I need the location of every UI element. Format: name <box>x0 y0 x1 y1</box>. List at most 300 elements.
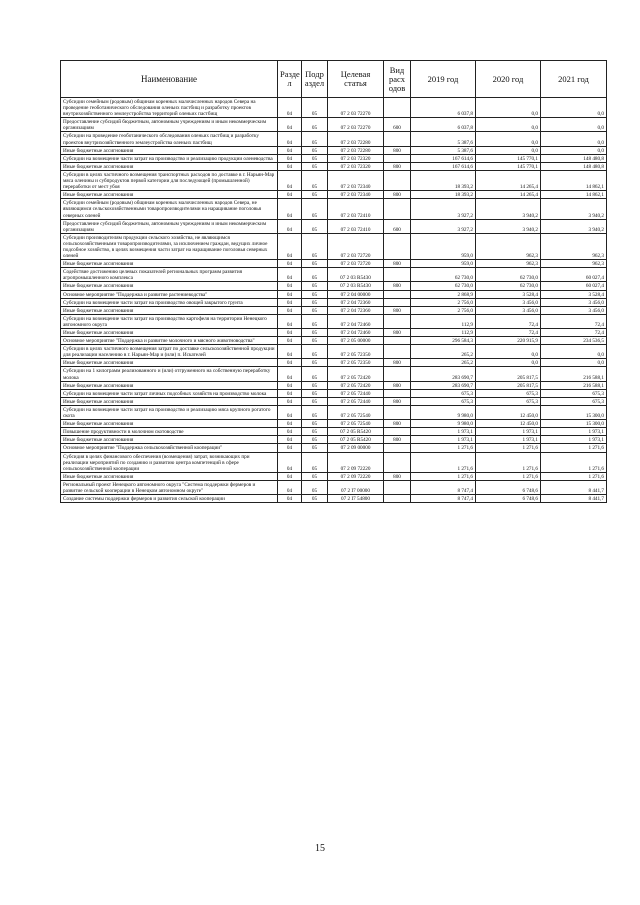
table-row <box>61 233 607 259</box>
table-row <box>61 480 607 494</box>
cell-section: 04 <box>278 329 302 337</box>
cell-expense-type: 800 <box>384 397 411 405</box>
cell-name: Основное мероприятие "Поддержка и развитие молочного и мясного животноводства" <box>61 337 278 345</box>
cell-expense-type: 800 <box>384 260 411 268</box>
cell-subsection: 05 <box>302 290 328 298</box>
cell-2021: 962,3 <box>541 260 607 268</box>
header-name: Наименование <box>61 61 278 98</box>
cell-2020: 14 265,4 <box>476 191 541 199</box>
cell-2019: 8 747,4 <box>411 480 476 494</box>
cell-expense-type <box>384 337 411 345</box>
cell-expense-type: 800 <box>384 162 411 170</box>
cell-expense-type: 800 <box>384 191 411 199</box>
cell-section: 04 <box>278 162 302 170</box>
table-row <box>61 397 607 405</box>
cell-2020: 6 748,6 <box>476 495 541 503</box>
header-2021: 2021 год <box>541 61 607 98</box>
cell-2021: 675,3 <box>541 397 607 405</box>
cell-section: 04 <box>278 98 302 118</box>
cell-2019: 9 980,0 <box>411 420 476 428</box>
cell-2020: 220 915,9 <box>476 337 541 345</box>
cell-name: Содействие достижению целевых показателей региональных программ развития агропромышленного комплекса <box>61 268 278 282</box>
cell-target-article: 07 2 03 72320 <box>328 162 384 170</box>
cell-subsection: 05 <box>302 428 328 436</box>
cell-name: Основное мероприятие "Поддержка и развитие растениеводства" <box>61 290 278 298</box>
cell-2021: 1 271,6 <box>541 452 607 472</box>
cell-2021: 148 480,8 <box>541 154 607 162</box>
cell-2020: 962,3 <box>476 233 541 259</box>
cell-target-article: 07 2 04 72460 <box>328 314 384 328</box>
cell-2020: 0,0 <box>476 132 541 146</box>
header-target-article: Целевая статья <box>328 61 384 98</box>
cell-name: Субсидии в целях частичного возмещения затрат по доставке сельскохозяйственной продукции для реализации населению в г. Нарьян-Мар и (или) п. Искателей <box>61 345 278 359</box>
cell-subsection: 05 <box>302 154 328 162</box>
cell-2021: 3 940,2 <box>541 219 607 233</box>
cell-2019: 675,3 <box>411 389 476 397</box>
cell-section: 04 <box>278 290 302 298</box>
cell-2019: 6 037,8 <box>411 118 476 132</box>
cell-2021: 14 862,1 <box>541 191 607 199</box>
cell-subsection: 05 <box>302 219 328 233</box>
cell-expense-type: 800 <box>384 436 411 444</box>
table-row <box>61 290 607 298</box>
cell-subsection: 05 <box>302 389 328 397</box>
cell-subsection: 05 <box>302 199 328 219</box>
cell-expense-type <box>384 154 411 162</box>
table-row <box>61 314 607 328</box>
table-row <box>61 199 607 219</box>
cell-2019: 3 927,2 <box>411 199 476 219</box>
cell-subsection: 05 <box>302 306 328 314</box>
cell-name: Субсидии на возмещение части затрат на производство и реализацию мяса крупного рогатого скота <box>61 405 278 419</box>
cell-2021: 0,0 <box>541 146 607 154</box>
cell-name: Иные бюджетные ассигнования <box>61 146 278 154</box>
cell-2020: 0,0 <box>476 359 541 367</box>
cell-2020: 675,3 <box>476 397 541 405</box>
cell-section: 04 <box>278 405 302 419</box>
cell-target-article: 07 2 09 72220 <box>328 472 384 480</box>
cell-2019: 5 387,6 <box>411 146 476 154</box>
cell-2019: 1 271,6 <box>411 444 476 452</box>
cell-expense-type: 600 <box>384 219 411 233</box>
cell-name: Иные бюджетные ассигнования <box>61 282 278 290</box>
cell-2021: 15 300,0 <box>541 420 607 428</box>
cell-target-article: 07 2 03 72320 <box>328 154 384 162</box>
cell-subsection: 05 <box>302 495 328 503</box>
table-row <box>61 118 607 132</box>
cell-expense-type: 800 <box>384 146 411 154</box>
cell-2019: 8 747,4 <box>411 495 476 503</box>
cell-expense-type <box>384 98 411 118</box>
table-row <box>61 98 607 118</box>
cell-2021: 3 456,0 <box>541 298 607 306</box>
cell-section: 04 <box>278 444 302 452</box>
table-row <box>61 420 607 428</box>
table-row <box>61 260 607 268</box>
cell-subsection: 05 <box>302 314 328 328</box>
cell-target-article: 07 2 03 R5430 <box>328 268 384 282</box>
table-row <box>61 282 607 290</box>
cell-subsection: 05 <box>302 472 328 480</box>
cell-2019: 2 756,0 <box>411 298 476 306</box>
cell-2019: 112,9 <box>411 329 476 337</box>
cell-section: 04 <box>278 306 302 314</box>
cell-section: 04 <box>278 219 302 233</box>
cell-subsection: 05 <box>302 268 328 282</box>
cell-subsection: 05 <box>302 345 328 359</box>
cell-2020: 62 730,0 <box>476 268 541 282</box>
cell-section: 04 <box>278 132 302 146</box>
cell-2020: 0,0 <box>476 118 541 132</box>
cell-target-article: 07 2 I7 54800 <box>328 495 384 503</box>
cell-2020: 12 450,0 <box>476 405 541 419</box>
cell-2020: 145 770,1 <box>476 154 541 162</box>
cell-2021: 148 480,8 <box>541 162 607 170</box>
cell-name: Субсидии на возмещение части затрат личных подсобных хозяйств на производство молока <box>61 389 278 397</box>
cell-name: Субсидии на возмещение части затрат на производство овощей закрытого грунта <box>61 298 278 306</box>
table-row <box>61 162 607 170</box>
table-header <box>61 61 607 98</box>
cell-target-article: 07 2 03 72270 <box>328 118 384 132</box>
cell-target-article: 07 2 05 72350 <box>328 345 384 359</box>
cell-target-article: 07 2 05 72350 <box>328 359 384 367</box>
cell-section: 04 <box>278 191 302 199</box>
cell-target-article: 07 2 05 72440 <box>328 397 384 405</box>
cell-target-article: 07 2 05 00000 <box>328 337 384 345</box>
cell-2019: 1 271,6 <box>411 472 476 480</box>
cell-section: 04 <box>278 436 302 444</box>
cell-expense-type: 800 <box>384 329 411 337</box>
cell-2020: 6 748,6 <box>476 480 541 494</box>
cell-2019: 6 037,8 <box>411 98 476 118</box>
cell-name: Иные бюджетные ассигнования <box>61 306 278 314</box>
cell-subsection: 05 <box>302 444 328 452</box>
cell-2021: 234 536,5 <box>541 337 607 345</box>
cell-name: Иные бюджетные ассигнования <box>61 381 278 389</box>
table-row <box>61 381 607 389</box>
cell-name: Иные бюджетные ассигнования <box>61 329 278 337</box>
cell-target-article: 07 2 04 72460 <box>328 329 384 337</box>
cell-name: Иные бюджетные ассигнования <box>61 260 278 268</box>
cell-expense-type <box>384 428 411 436</box>
cell-target-article: 07 2 09 00000 <box>328 444 384 452</box>
cell-section: 04 <box>278 381 302 389</box>
table-row <box>61 472 607 480</box>
cell-2021: 1 973,1 <box>541 428 607 436</box>
cell-2021: 1 271,6 <box>541 472 607 480</box>
cell-2020: 145 770,1 <box>476 162 541 170</box>
cell-subsection: 05 <box>302 436 328 444</box>
cell-subsection: 05 <box>302 298 328 306</box>
cell-2019: 265,2 <box>411 359 476 367</box>
cell-expense-type: 800 <box>384 472 411 480</box>
cell-2019: 283 690,7 <box>411 381 476 389</box>
cell-2020: 1 973,1 <box>476 436 541 444</box>
table-row <box>61 170 607 190</box>
table-row <box>61 345 607 359</box>
cell-section: 04 <box>278 495 302 503</box>
cell-target-article: 07 2 03 72280 <box>328 146 384 154</box>
header-section: Разде л <box>278 61 302 98</box>
cell-2021: 0,0 <box>541 132 607 146</box>
cell-expense-type: 800 <box>384 282 411 290</box>
cell-2021: 216 588,1 <box>541 381 607 389</box>
cell-2021: 0,0 <box>541 345 607 359</box>
cell-2021: 3 940,2 <box>541 199 607 219</box>
cell-expense-type <box>384 495 411 503</box>
cell-2020: 962,3 <box>476 260 541 268</box>
cell-2021: 3 456,0 <box>541 306 607 314</box>
cell-2020: 1 271,6 <box>476 452 541 472</box>
cell-expense-type: 800 <box>384 359 411 367</box>
cell-subsection: 05 <box>302 405 328 419</box>
cell-section: 04 <box>278 480 302 494</box>
cell-section: 04 <box>278 452 302 472</box>
cell-name: Субсидии на возмещение части затрат на производство картофеля на территории Ненецкого автономного округа <box>61 314 278 328</box>
cell-2021: 3 528,4 <box>541 290 607 298</box>
header-subsection: Подр аздел <box>302 61 328 98</box>
table-row <box>61 428 607 436</box>
cell-target-article: 07 2 03 72340 <box>328 170 384 190</box>
cell-expense-type <box>384 314 411 328</box>
cell-target-article: 07 2 05 72420 <box>328 367 384 381</box>
cell-name: Иные бюджетные ассигнования <box>61 162 278 170</box>
table-row <box>61 405 607 419</box>
cell-target-article: 07 2 05 72540 <box>328 420 384 428</box>
cell-target-article: 07 2 04 00000 <box>328 290 384 298</box>
cell-2021: 0,0 <box>541 98 607 118</box>
cell-2019: 9 980,0 <box>411 405 476 419</box>
cell-subsection: 05 <box>302 191 328 199</box>
cell-section: 04 <box>278 154 302 162</box>
cell-2021: 675,3 <box>541 389 607 397</box>
cell-name: Субсидии производителям продукции сельского хозяйства, не являющимся сельскохозяйственными товаропроизводителями, за исключением граждан, ведущих личное подсобное хозяйство, в целях возмещения части затрат на наращивание поголовья северных оленей <box>61 233 278 259</box>
cell-target-article: 07 2 03 72340 <box>328 191 384 199</box>
cell-name: Субсидии на проведение геоботанического обследования оленьих пастбищ и разработку проектов внутрихозяйственного землеустройства оленьих пастбищ <box>61 132 278 146</box>
cell-expense-type <box>384 367 411 381</box>
cell-2021: 60 027,4 <box>541 268 607 282</box>
cell-2021: 8 441,7 <box>541 495 607 503</box>
table-body <box>61 98 607 503</box>
cell-2020: 675,3 <box>476 389 541 397</box>
cell-2019: 2 868,9 <box>411 290 476 298</box>
cell-name: Субсидии в целях частичного возмещения транспортных расходов по доставке в г. Нарьян-Мар мяса оленины и субпродуктов первой категории для последующей (промышленной) переработки от мест убоя <box>61 170 278 190</box>
cell-2019: 2 756,0 <box>411 306 476 314</box>
cell-name: Предоставление субсидий бюджетным, автономным учреждениям и иным некоммерческим организациям <box>61 118 278 132</box>
cell-2021: 1 271,6 <box>541 444 607 452</box>
cell-subsection: 05 <box>302 170 328 190</box>
cell-expense-type: 800 <box>384 381 411 389</box>
cell-section: 04 <box>278 170 302 190</box>
cell-2019: 959,0 <box>411 233 476 259</box>
cell-target-article: 07 2 05 72440 <box>328 389 384 397</box>
table-row <box>61 359 607 367</box>
cell-expense-type <box>384 290 411 298</box>
cell-2019: 1 973,1 <box>411 436 476 444</box>
cell-subsection: 05 <box>302 420 328 428</box>
cell-2020: 0,0 <box>476 98 541 118</box>
cell-expense-type <box>384 444 411 452</box>
cell-2020: 3 456,0 <box>476 306 541 314</box>
cell-name: Повышение продуктивности в молочном скотоводстве <box>61 428 278 436</box>
cell-expense-type <box>384 389 411 397</box>
cell-name: Субсидии семейным (родовым) общинам коренных малочисленных народов Севера, не являющимся сельскохозяйственными товаропроизводителями на наращивание поголовья северных оленей <box>61 199 278 219</box>
cell-subsection: 05 <box>302 329 328 337</box>
cell-target-article: 07 2 09 72220 <box>328 452 384 472</box>
cell-expense-type <box>384 132 411 146</box>
cell-2019: 296 584,3 <box>411 337 476 345</box>
cell-2020: 3 940,2 <box>476 199 541 219</box>
header-2019: 2019 год <box>411 61 476 98</box>
cell-2020: 205 817,5 <box>476 381 541 389</box>
cell-section: 04 <box>278 345 302 359</box>
table-row <box>61 191 607 199</box>
cell-expense-type <box>384 452 411 472</box>
cell-name: Субсидии на возмещение части затрат на производство и реализацию продукции оленеводства <box>61 154 278 162</box>
table-row <box>61 329 607 337</box>
cell-section: 04 <box>278 233 302 259</box>
table-row <box>61 146 607 154</box>
cell-section: 04 <box>278 314 302 328</box>
cell-2020: 62 730,0 <box>476 282 541 290</box>
cell-name: Основное мероприятие "Поддержка сельскохозяйственной кооперации" <box>61 444 278 452</box>
cell-2020: 1 973,1 <box>476 428 541 436</box>
cell-target-article: 07 2 03 72720 <box>328 233 384 259</box>
cell-expense-type <box>384 345 411 359</box>
cell-target-article: 07 2 03 72280 <box>328 132 384 146</box>
cell-target-article: 07 2 05 R5420 <box>328 436 384 444</box>
cell-target-article: 07 2 05 72540 <box>328 405 384 419</box>
cell-expense-type <box>384 405 411 419</box>
cell-2019: 1 271,6 <box>411 452 476 472</box>
cell-subsection: 05 <box>302 233 328 259</box>
cell-target-article: 07 2 04 72360 <box>328 306 384 314</box>
cell-2019: 675,3 <box>411 397 476 405</box>
cell-name: Иные бюджетные ассигнования <box>61 472 278 480</box>
cell-section: 04 <box>278 472 302 480</box>
cell-section: 04 <box>278 389 302 397</box>
cell-section: 04 <box>278 268 302 282</box>
cell-2020: 3 456,0 <box>476 298 541 306</box>
cell-section: 04 <box>278 298 302 306</box>
cell-2019: 62 730,0 <box>411 268 476 282</box>
cell-section: 04 <box>278 337 302 345</box>
table-row <box>61 367 607 381</box>
cell-2021: 0,0 <box>541 118 607 132</box>
cell-2019: 18 393,2 <box>411 170 476 190</box>
cell-name: Субсидии семейным (родовым) общинам коренных малочисленных народов Севера на проведение геоботанического обследования оленьих пастбищ и разработку проектов внутрихозяйственного землеустройства территорий оленьих пастбищ <box>61 98 278 118</box>
cell-target-article: 07 2 03 72720 <box>328 260 384 268</box>
cell-subsection: 05 <box>302 337 328 345</box>
cell-name: Субсидия в целях финансового обеспечения (возмещения) затрат, возникающих при реализации мероприятий по созданию и развитию центра компетенций в сфере сельскохозяйственной кооперации <box>61 452 278 472</box>
cell-2019: 5 387,6 <box>411 132 476 146</box>
cell-2019: 3 927,2 <box>411 219 476 233</box>
table-row <box>61 452 607 472</box>
cell-target-article: 07 2 I7 00000 <box>328 480 384 494</box>
cell-name: Иные бюджетные ассигнования <box>61 420 278 428</box>
cell-2020: 0,0 <box>476 345 541 359</box>
cell-2020: 3 528,4 <box>476 290 541 298</box>
cell-2019: 1 973,1 <box>411 428 476 436</box>
cell-subsection: 05 <box>302 260 328 268</box>
cell-2020: 205 817,5 <box>476 367 541 381</box>
cell-2021: 216 588,1 <box>541 367 607 381</box>
cell-2020: 1 271,6 <box>476 444 541 452</box>
cell-name: Иные бюджетные ассигнования <box>61 359 278 367</box>
cell-subsection: 05 <box>302 132 328 146</box>
cell-section: 04 <box>278 199 302 219</box>
cell-section: 04 <box>278 260 302 268</box>
table-row <box>61 219 607 233</box>
cell-target-article: 07 2 03 72410 <box>328 199 384 219</box>
table-row <box>61 436 607 444</box>
cell-2019: 167 614,6 <box>411 162 476 170</box>
table-row <box>61 495 607 503</box>
cell-section: 04 <box>278 397 302 405</box>
cell-2021: 15 300,0 <box>541 405 607 419</box>
cell-name: Создание системы поддержки фермеров и развития сельской кооперации <box>61 495 278 503</box>
cell-2020: 72,4 <box>476 329 541 337</box>
cell-expense-type <box>384 233 411 259</box>
cell-subsection: 05 <box>302 118 328 132</box>
cell-subsection: 05 <box>302 480 328 494</box>
cell-2020: 0,0 <box>476 146 541 154</box>
cell-target-article: 07 2 03 72410 <box>328 219 384 233</box>
cell-subsection: 05 <box>302 367 328 381</box>
cell-section: 04 <box>278 367 302 381</box>
cell-subsection: 05 <box>302 282 328 290</box>
cell-expense-type <box>384 480 411 494</box>
cell-2020: 1 271,6 <box>476 472 541 480</box>
cell-name: Иные бюджетные ассигнования <box>61 397 278 405</box>
cell-target-article: 07 2 03 R5430 <box>328 282 384 290</box>
cell-2020: 72,4 <box>476 314 541 328</box>
cell-target-article: 07 2 03 72270 <box>328 98 384 118</box>
cell-name: Региональный проект Ненецкого автономного округа "Система поддержки фермеров и развитие сельской кооперации в Ненецком автономном округе" <box>61 480 278 494</box>
cell-2021: 0,0 <box>541 359 607 367</box>
cell-2021: 1 973,1 <box>541 436 607 444</box>
cell-2019: 283 690,7 <box>411 367 476 381</box>
cell-name: Предоставление субсидий бюджетным, автономным учреждениям и иным некоммерческим организациям <box>61 219 278 233</box>
cell-name: Иные бюджетные ассигнования <box>61 436 278 444</box>
cell-subsection: 05 <box>302 397 328 405</box>
cell-2020: 12 450,0 <box>476 420 541 428</box>
cell-2019: 112,9 <box>411 314 476 328</box>
cell-expense-type: 800 <box>384 420 411 428</box>
cell-expense-type: 600 <box>384 118 411 132</box>
cell-subsection: 05 <box>302 162 328 170</box>
table-row <box>61 132 607 146</box>
cell-2019: 959,0 <box>411 260 476 268</box>
cell-2019: 62 730,0 <box>411 282 476 290</box>
header-2020: 2020 год <box>476 61 541 98</box>
cell-section: 04 <box>278 146 302 154</box>
page-number: 15 <box>315 843 325 854</box>
cell-2019: 265,2 <box>411 345 476 359</box>
cell-name: Субсидии на 1 килограмм реализованного и (или) отгруженного на собственную переработку молока <box>61 367 278 381</box>
table-row <box>61 306 607 314</box>
cell-2020: 14 265,4 <box>476 170 541 190</box>
cell-expense-type <box>384 268 411 282</box>
cell-section: 04 <box>278 359 302 367</box>
cell-2021: 962,3 <box>541 233 607 259</box>
cell-2021: 60 027,4 <box>541 282 607 290</box>
cell-subsection: 05 <box>302 98 328 118</box>
cell-subsection: 05 <box>302 359 328 367</box>
cell-target-article: 07 2 05 72420 <box>328 381 384 389</box>
cell-section: 04 <box>278 420 302 428</box>
budget-table <box>60 60 607 503</box>
